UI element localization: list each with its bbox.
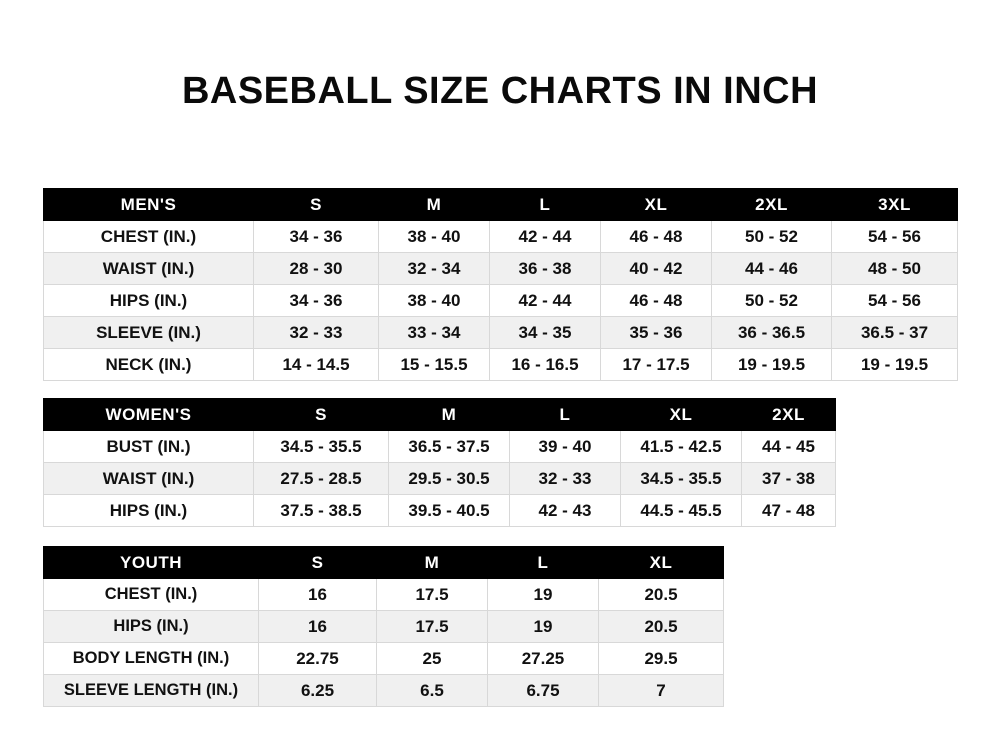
row-label: CHEST (IN.) (44, 579, 259, 611)
column-header-category: MEN'S (44, 189, 254, 221)
table-header-row (44, 189, 958, 221)
cell: 44 - 46 (712, 253, 832, 285)
cell: 39 - 40 (510, 431, 621, 463)
cell: 20.5 (599, 579, 724, 611)
column-header-category: YOUTH (44, 547, 259, 579)
cell: 32 - 33 (254, 317, 379, 349)
cell: 36 - 38 (490, 253, 601, 285)
cell: 6.75 (488, 675, 599, 707)
mens-table-header (44, 189, 958, 221)
table-row (44, 349, 958, 381)
row-label: CHEST (IN.) (44, 221, 254, 253)
cell: 34.5 - 35.5 (621, 463, 742, 495)
column-header-m: M (389, 399, 510, 431)
cell: 27.5 - 28.5 (254, 463, 389, 495)
cell: 16 - 16.5 (490, 349, 601, 381)
row-label: BODY LENGTH (IN.) (44, 643, 259, 675)
cell: 33 - 34 (379, 317, 490, 349)
cell: 32 - 33 (510, 463, 621, 495)
cell: 41.5 - 42.5 (621, 431, 742, 463)
cell: 50 - 52 (712, 221, 832, 253)
cell: 19 - 19.5 (832, 349, 958, 381)
cell: 36 - 36.5 (712, 317, 832, 349)
cell: 42 - 44 (490, 285, 601, 317)
cell: 7 (599, 675, 724, 707)
cell: 27.25 (488, 643, 599, 675)
row-label: NECK (IN.) (44, 349, 254, 381)
cell: 34 - 36 (254, 285, 379, 317)
row-label: HIPS (IN.) (44, 495, 254, 527)
table-row (44, 463, 836, 495)
womens-table-header (44, 399, 836, 431)
cell: 38 - 40 (379, 285, 490, 317)
cell: 47 - 48 (742, 495, 836, 527)
cell: 37.5 - 38.5 (254, 495, 389, 527)
cell: 6.25 (259, 675, 377, 707)
row-label: WAIST (IN.) (44, 253, 254, 285)
cell: 25 (377, 643, 488, 675)
cell: 34 - 36 (254, 221, 379, 253)
cell: 17.5 (377, 611, 488, 643)
cell: 15 - 15.5 (379, 349, 490, 381)
table-row (44, 579, 724, 611)
row-label: SLEEVE (IN.) (44, 317, 254, 349)
cell: 36.5 - 37 (832, 317, 958, 349)
table-row (44, 643, 724, 675)
cell: 42 - 44 (490, 221, 601, 253)
table-row (44, 253, 958, 285)
cell: 29.5 - 30.5 (389, 463, 510, 495)
mens-size-table (43, 188, 958, 381)
table-row (44, 611, 724, 643)
youth-size-table (43, 546, 724, 707)
cell: 19 - 19.5 (712, 349, 832, 381)
cell: 36.5 - 37.5 (389, 431, 510, 463)
cell: 29.5 (599, 643, 724, 675)
cell: 50 - 52 (712, 285, 832, 317)
cell: 40 - 42 (601, 253, 712, 285)
column-header-category: WOMEN'S (44, 399, 254, 431)
cell: 42 - 43 (510, 495, 621, 527)
cell: 39.5 - 40.5 (389, 495, 510, 527)
cell: 14 - 14.5 (254, 349, 379, 381)
table-row (44, 221, 958, 253)
cell: 44 - 45 (742, 431, 836, 463)
table-header-row (44, 547, 724, 579)
cell: 48 - 50 (832, 253, 958, 285)
column-header-m: M (379, 189, 490, 221)
table-row (44, 675, 724, 707)
row-label: BUST (IN.) (44, 431, 254, 463)
youth-table-header (44, 547, 724, 579)
cell: 28 - 30 (254, 253, 379, 285)
column-header-m: M (377, 547, 488, 579)
column-header-s: S (259, 547, 377, 579)
column-header-3xl: 3XL (832, 189, 958, 221)
page-title: BASEBALL SIZE CHARTS IN INCH (181, 70, 819, 112)
table-header-row (44, 399, 836, 431)
table-row (44, 285, 958, 317)
column-header-xl: XL (599, 547, 724, 579)
cell: 44.5 - 45.5 (621, 495, 742, 527)
column-header-l: L (488, 547, 599, 579)
cell: 54 - 56 (832, 285, 958, 317)
column-header-xl: XL (621, 399, 742, 431)
column-header-s: S (254, 399, 389, 431)
cell: 35 - 36 (601, 317, 712, 349)
womens-size-table (43, 398, 836, 527)
cell: 38 - 40 (379, 221, 490, 253)
row-label: SLEEVE LENGTH (IN.) (44, 675, 259, 707)
cell: 17 - 17.5 (601, 349, 712, 381)
table-row (44, 431, 836, 463)
cell: 16 (259, 579, 377, 611)
cell: 16 (259, 611, 377, 643)
table-row (44, 317, 958, 349)
cell: 17.5 (377, 579, 488, 611)
column-header-s: S (254, 189, 379, 221)
cell: 20.5 (599, 611, 724, 643)
cell: 46 - 48 (601, 285, 712, 317)
table-row (44, 495, 836, 527)
column-header-l: L (490, 189, 601, 221)
cell: 54 - 56 (832, 221, 958, 253)
cell: 37 - 38 (742, 463, 836, 495)
column-header-xl: XL (601, 189, 712, 221)
cell: 19 (488, 579, 599, 611)
column-header-2xl: 2XL (712, 189, 832, 221)
cell: 6.5 (377, 675, 488, 707)
cell: 19 (488, 611, 599, 643)
cell: 34.5 - 35.5 (254, 431, 389, 463)
row-label: WAIST (IN.) (44, 463, 254, 495)
cell: 46 - 48 (601, 221, 712, 253)
column-header-2xl: 2XL (742, 399, 836, 431)
column-header-l: L (510, 399, 621, 431)
row-label: HIPS (IN.) (44, 285, 254, 317)
cell: 22.75 (259, 643, 377, 675)
row-label: HIPS (IN.) (44, 611, 259, 643)
cell: 32 - 34 (379, 253, 490, 285)
cell: 34 - 35 (490, 317, 601, 349)
